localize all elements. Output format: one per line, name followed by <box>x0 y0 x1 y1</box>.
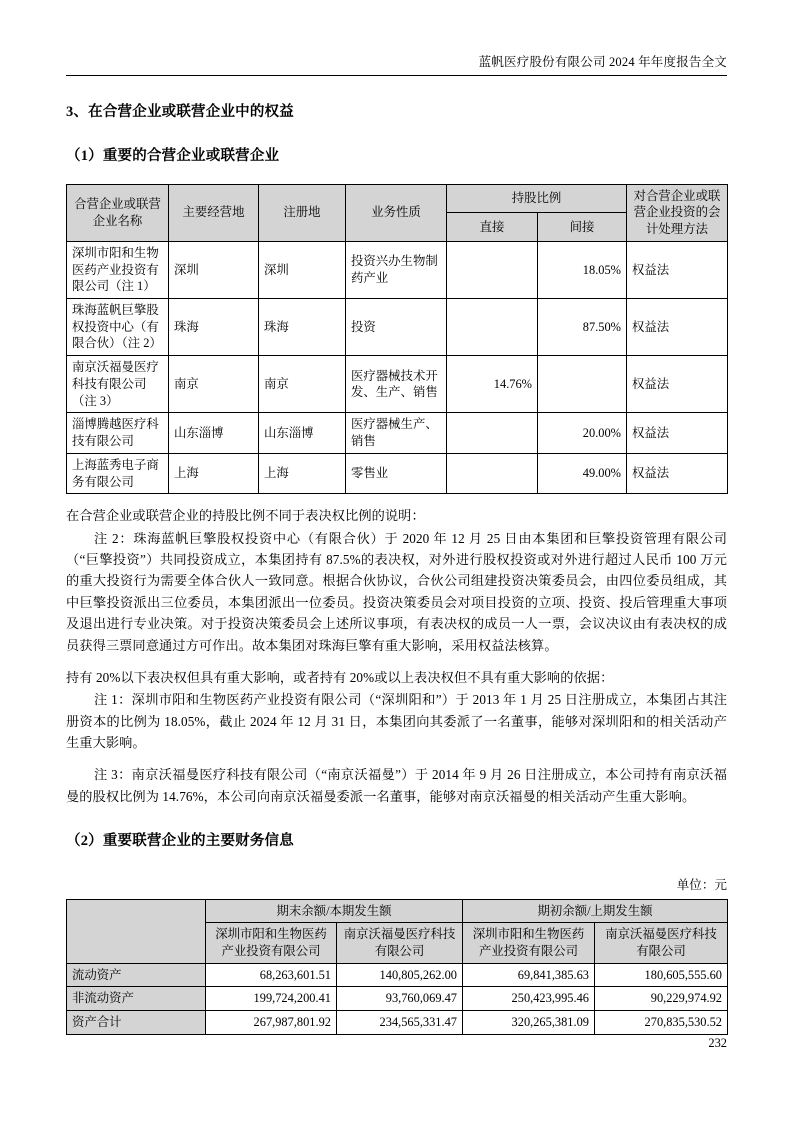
page-title: 3、在合营企业或联营企业中的权益 <box>66 104 294 120</box>
table-row <box>67 299 728 356</box>
cell-register-place: 山东淄博 <box>259 413 346 453</box>
th-indirect: 间接 <box>538 213 627 242</box>
cell-business-nature: 投资 <box>346 299 447 356</box>
subsection-1-heading <box>66 146 727 166</box>
th-business-nature: 业务性质 <box>346 184 447 241</box>
subsection-1-title: 重要的合营企业或联营企业 <box>102 148 280 165</box>
joint-venture-table-body <box>67 241 728 494</box>
cell-register-place: 珠海 <box>259 299 346 356</box>
cell-end-nanjing: 93,760,069.47 <box>337 987 463 1011</box>
cell-end-shenzhen: 199,724,200.41 <box>206 987 337 1011</box>
joint-venture-table <box>66 184 728 495</box>
cell-row-label: 流动资产 <box>67 963 206 987</box>
th-end-nanjing: 南京沃福曼医疗科技有限公司 <box>337 923 463 963</box>
table-row <box>67 453 728 493</box>
running-header: 蓝帆医疗股份有限公司 2024 年年度报告全文 <box>478 55 727 69</box>
cell-begin-shenzhen: 69,841,385.63 <box>463 963 595 987</box>
th-period-begin-group: 期初余额/上期发生额 <box>463 899 728 923</box>
unit-label: 单位：元 <box>676 877 727 892</box>
cell-row-label: 非流动资产 <box>67 987 206 1011</box>
th-begin-shenzhen: 深圳市阳和生物医药产业投资有限公司 <box>463 923 595 963</box>
th-entity-name: 合营企业或联营企业名称 <box>67 184 169 241</box>
cell-business-nature: 投资兴办生物制药产业 <box>346 241 447 298</box>
cell-indirect: 87.50% <box>538 299 627 356</box>
cell-end-nanjing: 234,565,331.47 <box>337 1011 463 1035</box>
cell-main-place: 南京 <box>169 356 259 413</box>
cell-accounting: 权益法 <box>627 241 728 298</box>
cell-main-place: 山东淄博 <box>169 413 259 453</box>
table-header-row-1 <box>67 899 728 923</box>
cell-register-place: 南京 <box>259 356 346 413</box>
subsection-2-title: 重要联营企业的主要财务信息 <box>102 833 294 850</box>
cell-indirect: 18.05% <box>538 241 627 298</box>
cell-begin-nanjing: 90,229,974.92 <box>595 987 728 1011</box>
table-row <box>67 356 728 413</box>
note-2-paragraph: 注 2：珠海蓝帆巨擎股权投资中心（有限合伙）于 2020 年 12 月 25 日由本集团和巨擎投资管理有限公司（“巨擎投资”）共同投资成立，本集团持有 87.5%的表决权，对外进行股权投资或对外进行超过人民币 100 万元的重大投资行为需要全体合伙人一致同意。根据合伙协议，合伙公司组建投资决策委员会，由四位委员组成，其中巨擎投资派出三位委员，本集团派出一位委员。投资决策委员会对项目投资的立项、投资、投后管理重大事项及退出进行专业决策。对于投资决策委员会上述所议事项，有表决权的成员一人一票，会议决议由有表决权的成员获得三票同意通过方可作出。故本集团对珠海巨擎有重大影响，采用权益法核算。 <box>66 530 727 653</box>
cell-entity-name: 深圳市阳和生物医药产业投资有限公司（注 1） <box>67 241 169 298</box>
cell-direct <box>447 453 538 493</box>
cell-main-place: 上海 <box>169 453 259 493</box>
th-direct: 直接 <box>447 213 538 242</box>
note-1-paragraph: 注 1：深圳市阳和生物医药产业投资有限公司（“深圳阳和”）于 2013 年 1 月 25 日注册成立，本集团占其注册资本的比例为 18.05%，截止 2024 年 12 月 31 日，本集团向其委派了一名董事，能够对深圳阳和的相关活动产生重大影响。 <box>66 692 727 751</box>
cell-end-shenzhen: 267,987,801.92 <box>206 1011 337 1035</box>
note-3-paragraph: 注 3：南京沃福曼医疗科技有限公司（“南京沃福曼”）于 2014 年 9 月 26 日注册成立，本公司持有南京沃福曼的股权比例为 14.76%，本公司向南京沃福曼委派一名董事，能够对南京沃福曼的相关活动产生重大影响。 <box>66 767 727 804</box>
table-row <box>67 241 728 298</box>
cell-entity-name: 珠海蓝帆巨擎股权投资中心（有限合伙）（注 2） <box>67 299 169 356</box>
th-blank-corner <box>67 899 206 963</box>
cell-indirect: 20.00% <box>538 413 627 453</box>
cell-direct <box>447 413 538 453</box>
associate-financial-table-body <box>67 963 728 1034</box>
cell-business-nature: 医疗器械生产、销售 <box>346 413 447 453</box>
cell-accounting: 权益法 <box>627 299 728 356</box>
cell-main-place: 深圳 <box>169 241 259 298</box>
header-divider <box>66 75 727 76</box>
th-begin-nanjing: 南京沃福曼医疗科技有限公司 <box>595 923 728 963</box>
associate-financial-table <box>66 899 728 1035</box>
cell-accounting: 权益法 <box>627 413 728 453</box>
cell-entity-name: 上海蓝秀电子商务有限公司 <box>67 453 169 493</box>
cell-direct <box>447 299 538 356</box>
cell-register-place: 深圳 <box>259 241 346 298</box>
note-lead-voting-rights: 在合营企业或联营企业的持股比例不同于表决权比例的说明： <box>66 508 425 524</box>
cell-register-place: 上海 <box>259 453 346 493</box>
associate-financial-table-head <box>67 899 728 963</box>
cell-indirect: 49.00% <box>538 453 627 493</box>
cell-end-nanjing: 140,805,262.00 <box>337 963 463 987</box>
cell-business-nature: 零售业 <box>346 453 447 493</box>
cell-entity-name: 淄博腾越医疗科技有限公司 <box>67 413 169 453</box>
cell-entity-name: 南京沃福曼医疗科技有限公司（注 3） <box>67 356 169 413</box>
cell-begin-shenzhen: 250,423,995.46 <box>463 987 595 1011</box>
subsection-2-heading <box>66 831 727 851</box>
th-shareholding-group: 持股比例 <box>447 184 627 213</box>
subsection-2-number: （2） <box>66 833 103 850</box>
cell-row-label: 资产合计 <box>67 1011 206 1035</box>
table-header-row-1 <box>67 184 728 213</box>
table-row <box>67 963 728 987</box>
th-end-shenzhen: 深圳市阳和生物医药产业投资有限公司 <box>206 923 337 963</box>
page-number: 232 <box>708 1036 727 1050</box>
th-accounting-method: 对合营企业或联营企业投资的会计处理方法 <box>627 184 728 241</box>
th-register-place: 注册地 <box>259 184 346 241</box>
th-period-end-group: 期末余额/本期发生额 <box>206 899 463 923</box>
cell-accounting: 权益法 <box>627 356 728 413</box>
cell-direct: 14.76% <box>447 356 538 413</box>
note-lead-significant-influence: 持有 20%以下表决权但具有重大影响，或者持有 20%或以上表决权但不具有重大影响的依据： <box>66 669 614 685</box>
cell-end-shenzhen: 68,263,601.51 <box>206 963 337 987</box>
cell-begin-nanjing: 180,605,555.60 <box>595 963 728 987</box>
th-main-place: 主要经营地 <box>169 184 259 241</box>
joint-venture-table-head <box>67 184 728 241</box>
table-row <box>67 413 728 453</box>
cell-begin-nanjing: 270,835,530.52 <box>595 1011 728 1035</box>
table-row <box>67 987 728 1011</box>
subsection-1-number: （1） <box>66 148 103 165</box>
page-content <box>66 0 727 1035</box>
cell-accounting: 权益法 <box>627 453 728 493</box>
cell-direct <box>447 241 538 298</box>
cell-main-place: 珠海 <box>169 299 259 356</box>
table-row <box>67 1011 728 1035</box>
cell-indirect <box>538 356 627 413</box>
cell-business-nature: 医疗器械技术开发、生产、销售 <box>346 356 447 413</box>
cell-begin-shenzhen: 320,265,381.09 <box>463 1011 595 1035</box>
